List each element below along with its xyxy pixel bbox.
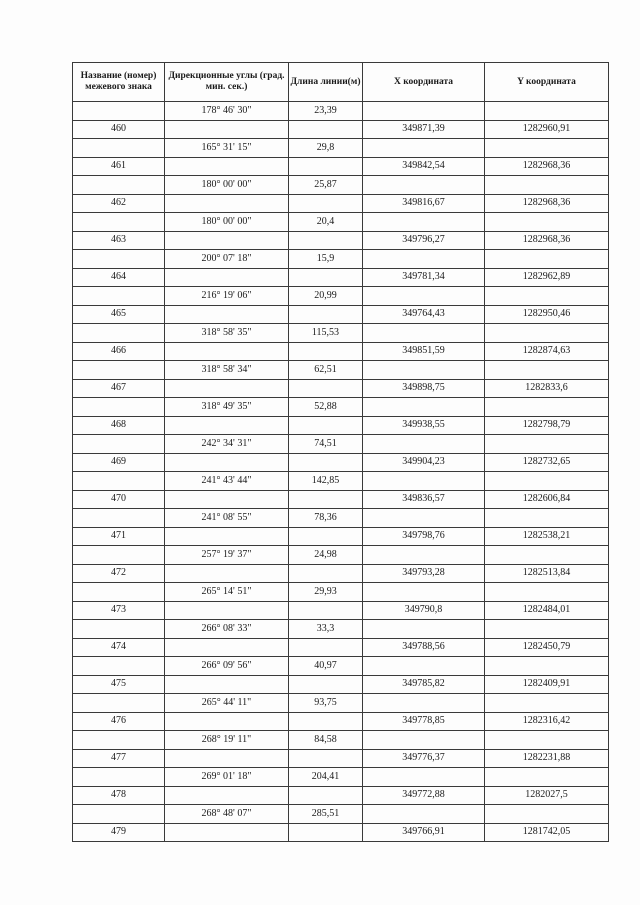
point-row: [73, 120, 609, 139]
point-row: [73, 231, 609, 250]
segment-row: [73, 472, 609, 491]
point-row: [73, 305, 609, 324]
line-length-cell: 20,99: [289, 287, 363, 306]
point-name-cell-empty: [73, 287, 165, 306]
x-coordinate-cell-empty: [363, 657, 485, 676]
x-coordinate-cell-empty: [363, 472, 485, 491]
table-header-row: [73, 63, 609, 102]
segment-row: [73, 805, 609, 824]
y-coordinate-cell-empty: [485, 287, 609, 306]
point-name-cell: 471: [73, 527, 165, 546]
line-length-cell-empty: [289, 490, 363, 509]
y-coordinate-cell-empty: [485, 139, 609, 158]
x-coordinate-cell-empty: [363, 398, 485, 417]
point-name-cell-empty: [73, 102, 165, 121]
header-direction-angle: Дирекционные углы (град. мин. сек.): [165, 63, 289, 102]
line-length-cell: 23,39: [289, 102, 363, 121]
y-coordinate-cell-empty: [485, 546, 609, 565]
line-length-cell-empty: [289, 712, 363, 731]
x-coordinate-cell: 349816,67: [363, 194, 485, 213]
segment-row: [73, 398, 609, 417]
boundary-points-table: [72, 62, 609, 842]
point-name-cell-empty: [73, 805, 165, 824]
point-row: [73, 194, 609, 213]
y-coordinate-cell-empty: [485, 509, 609, 528]
x-coordinate-cell: 349851,59: [363, 342, 485, 361]
point-name-cell: 475: [73, 675, 165, 694]
direction-angle-cell: 216° 19' 06": [165, 287, 289, 306]
point-name-cell-empty: [73, 657, 165, 676]
point-name-cell: 468: [73, 416, 165, 435]
y-coordinate-cell: 1282450,79: [485, 638, 609, 657]
y-coordinate-cell: 1282968,36: [485, 194, 609, 213]
direction-angle-cell-empty: [165, 490, 289, 509]
direction-angle-cell: 180° 00' 00": [165, 213, 289, 232]
line-length-cell: 74,51: [289, 435, 363, 454]
direction-angle-cell-empty: [165, 379, 289, 398]
y-coordinate-cell: 1282513,84: [485, 564, 609, 583]
x-coordinate-cell-empty: [363, 583, 485, 602]
line-length-cell: 115,53: [289, 324, 363, 343]
x-coordinate-cell-empty: [363, 250, 485, 269]
y-coordinate-cell-empty: [485, 435, 609, 454]
direction-angle-cell-empty: [165, 157, 289, 176]
line-length-cell-empty: [289, 416, 363, 435]
y-coordinate-cell: 1282968,36: [485, 231, 609, 250]
segment-row: [73, 546, 609, 565]
x-coordinate-cell: 349836,57: [363, 490, 485, 509]
line-length-cell-empty: [289, 749, 363, 768]
direction-angle-cell: 180° 00' 00": [165, 176, 289, 195]
y-coordinate-cell: 1281742,05: [485, 823, 609, 842]
segment-row: [73, 768, 609, 787]
y-coordinate-cell-empty: [485, 213, 609, 232]
line-length-cell: 24,98: [289, 546, 363, 565]
x-coordinate-cell: 349781,34: [363, 268, 485, 287]
y-coordinate-cell: 1282950,46: [485, 305, 609, 324]
point-name-cell-empty: [73, 583, 165, 602]
y-coordinate-cell: 1282231,88: [485, 749, 609, 768]
line-length-cell: 25,87: [289, 176, 363, 195]
line-length-cell-empty: [289, 157, 363, 176]
point-row: [73, 453, 609, 472]
point-name-cell: 464: [73, 268, 165, 287]
point-name-cell: 476: [73, 712, 165, 731]
point-name-cell-empty: [73, 250, 165, 269]
line-length-cell: 40,97: [289, 657, 363, 676]
point-row: [73, 416, 609, 435]
segment-row: [73, 694, 609, 713]
line-length-cell-empty: [289, 194, 363, 213]
x-coordinate-cell-empty: [363, 509, 485, 528]
y-coordinate-cell: 1282732,65: [485, 453, 609, 472]
x-coordinate-cell: 349871,39: [363, 120, 485, 139]
y-coordinate-cell: 1282027,5: [485, 786, 609, 805]
direction-angle-cell-empty: [165, 342, 289, 361]
direction-angle-cell-empty: [165, 268, 289, 287]
direction-angle-cell: 266° 08' 33": [165, 620, 289, 639]
direction-angle-cell: 318° 58' 34": [165, 361, 289, 380]
line-length-cell: 29,8: [289, 139, 363, 158]
point-name-cell: 466: [73, 342, 165, 361]
line-length-cell-empty: [289, 786, 363, 805]
x-coordinate-cell: 349785,82: [363, 675, 485, 694]
direction-angle-cell: 178° 46' 30": [165, 102, 289, 121]
point-row: [73, 564, 609, 583]
direction-angle-cell: 268° 48' 07": [165, 805, 289, 824]
x-coordinate-cell-empty: [363, 768, 485, 787]
point-name-cell-empty: [73, 472, 165, 491]
y-coordinate-cell-empty: [485, 620, 609, 639]
line-length-cell-empty: [289, 823, 363, 842]
segment-row: [73, 213, 609, 232]
x-coordinate-cell-empty: [363, 213, 485, 232]
x-coordinate-cell: 349772,88: [363, 786, 485, 805]
y-coordinate-cell: 1282874,63: [485, 342, 609, 361]
point-row: [73, 675, 609, 694]
point-name-cell: 460: [73, 120, 165, 139]
header-line-length: Длина линии(м): [289, 63, 363, 102]
line-length-cell: 20,4: [289, 213, 363, 232]
x-coordinate-cell: 349790,8: [363, 601, 485, 620]
line-length-cell-empty: [289, 231, 363, 250]
line-length-cell: 78,36: [289, 509, 363, 528]
x-coordinate-cell: 349776,37: [363, 749, 485, 768]
direction-angle-cell: 318° 58' 35": [165, 324, 289, 343]
y-coordinate-cell: 1282538,21: [485, 527, 609, 546]
point-name-cell: 473: [73, 601, 165, 620]
header-y-coordinate: Y координата: [485, 63, 609, 102]
direction-angle-cell: 266° 09' 56": [165, 657, 289, 676]
point-name-cell-empty: [73, 731, 165, 750]
line-length-cell: 29,93: [289, 583, 363, 602]
direction-angle-cell: 257° 19' 37": [165, 546, 289, 565]
x-coordinate-cell-empty: [363, 139, 485, 158]
point-name-cell: 469: [73, 453, 165, 472]
point-row: [73, 712, 609, 731]
line-length-cell-empty: [289, 601, 363, 620]
point-row: [73, 823, 609, 842]
segment-row: [73, 102, 609, 121]
point-name-cell: 472: [73, 564, 165, 583]
x-coordinate-cell-empty: [363, 620, 485, 639]
line-length-cell: 62,51: [289, 361, 363, 380]
y-coordinate-cell-empty: [485, 731, 609, 750]
direction-angle-cell-empty: [165, 120, 289, 139]
point-name-cell-empty: [73, 694, 165, 713]
direction-angle-cell: 265° 14' 51": [165, 583, 289, 602]
y-coordinate-cell: 1282798,79: [485, 416, 609, 435]
point-name-cell: 467: [73, 379, 165, 398]
point-name-cell-empty: [73, 176, 165, 195]
point-name-cell-empty: [73, 139, 165, 158]
table-body: [73, 102, 609, 842]
segment-row: [73, 620, 609, 639]
line-length-cell-empty: [289, 638, 363, 657]
point-row: [73, 490, 609, 509]
point-name-cell: 463: [73, 231, 165, 250]
point-row: [73, 601, 609, 620]
direction-angle-cell: 242° 34' 31": [165, 435, 289, 454]
y-coordinate-cell: 1282968,36: [485, 157, 609, 176]
direction-angle-cell-empty: [165, 823, 289, 842]
direction-angle-cell-empty: [165, 416, 289, 435]
line-length-cell-empty: [289, 305, 363, 324]
x-coordinate-cell-empty: [363, 805, 485, 824]
point-name-cell-empty: [73, 620, 165, 639]
x-coordinate-cell: 349764,43: [363, 305, 485, 324]
y-coordinate-cell-empty: [485, 250, 609, 269]
segment-row: [73, 324, 609, 343]
x-coordinate-cell: 349766,91: [363, 823, 485, 842]
line-length-cell: 84,58: [289, 731, 363, 750]
point-row: [73, 342, 609, 361]
y-coordinate-cell-empty: [485, 472, 609, 491]
segment-row: [73, 361, 609, 380]
line-length-cell-empty: [289, 268, 363, 287]
segment-row: [73, 435, 609, 454]
x-coordinate-cell: 349793,28: [363, 564, 485, 583]
line-length-cell-empty: [289, 564, 363, 583]
point-name-cell: 477: [73, 749, 165, 768]
segment-row: [73, 731, 609, 750]
point-row: [73, 749, 609, 768]
y-coordinate-cell-empty: [485, 694, 609, 713]
point-row: [73, 268, 609, 287]
y-coordinate-cell-empty: [485, 398, 609, 417]
direction-angle-cell-empty: [165, 453, 289, 472]
y-coordinate-cell-empty: [485, 657, 609, 676]
header-x-coordinate: X координата: [363, 63, 485, 102]
y-coordinate-cell: 1282606,84: [485, 490, 609, 509]
direction-angle-cell-empty: [165, 712, 289, 731]
line-length-cell-empty: [289, 453, 363, 472]
line-length-cell: 52,88: [289, 398, 363, 417]
line-length-cell: 15,9: [289, 250, 363, 269]
direction-angle-cell: 200° 07' 18": [165, 250, 289, 269]
direction-angle-cell: 268° 19' 11": [165, 731, 289, 750]
direction-angle-cell-empty: [165, 786, 289, 805]
direction-angle-cell: 241° 43' 44": [165, 472, 289, 491]
x-coordinate-cell-empty: [363, 287, 485, 306]
y-coordinate-cell-empty: [485, 768, 609, 787]
point-name-cell-empty: [73, 398, 165, 417]
direction-angle-cell-empty: [165, 194, 289, 213]
segment-row: [73, 250, 609, 269]
x-coordinate-cell-empty: [363, 694, 485, 713]
point-name-cell-empty: [73, 324, 165, 343]
direction-angle-cell-empty: [165, 601, 289, 620]
direction-angle-cell: 269° 01' 18": [165, 768, 289, 787]
x-coordinate-cell-empty: [363, 102, 485, 121]
point-name-cell-empty: [73, 435, 165, 454]
x-coordinate-cell: 349842,54: [363, 157, 485, 176]
point-name-cell-empty: [73, 509, 165, 528]
direction-angle-cell-empty: [165, 638, 289, 657]
direction-angle-cell: 165° 31' 15": [165, 139, 289, 158]
y-coordinate-cell-empty: [485, 102, 609, 121]
x-coordinate-cell-empty: [363, 176, 485, 195]
x-coordinate-cell-empty: [363, 546, 485, 565]
y-coordinate-cell: 1282833,6: [485, 379, 609, 398]
line-length-cell-empty: [289, 379, 363, 398]
x-coordinate-cell: 349796,27: [363, 231, 485, 250]
segment-row: [73, 139, 609, 158]
y-coordinate-cell: 1282409,91: [485, 675, 609, 694]
point-name-cell-empty: [73, 361, 165, 380]
point-name-cell-empty: [73, 546, 165, 565]
direction-angle-cell-empty: [165, 749, 289, 768]
y-coordinate-cell: 1282960,91: [485, 120, 609, 139]
point-name-cell: 478: [73, 786, 165, 805]
y-coordinate-cell: 1282316,42: [485, 712, 609, 731]
line-length-cell: 204,41: [289, 768, 363, 787]
direction-angle-cell-empty: [165, 305, 289, 324]
direction-angle-cell-empty: [165, 564, 289, 583]
line-length-cell-empty: [289, 120, 363, 139]
point-name-cell: 470: [73, 490, 165, 509]
line-length-cell-empty: [289, 675, 363, 694]
line-length-cell: 285,51: [289, 805, 363, 824]
point-row: [73, 157, 609, 176]
point-name-cell-empty: [73, 768, 165, 787]
x-coordinate-cell-empty: [363, 324, 485, 343]
x-coordinate-cell-empty: [363, 361, 485, 380]
y-coordinate-cell-empty: [485, 361, 609, 380]
x-coordinate-cell-empty: [363, 731, 485, 750]
point-row: [73, 786, 609, 805]
direction-angle-cell-empty: [165, 527, 289, 546]
direction-angle-cell: 241° 08' 55": [165, 509, 289, 528]
x-coordinate-cell: 349778,85: [363, 712, 485, 731]
line-length-cell-empty: [289, 342, 363, 361]
x-coordinate-cell: 349938,55: [363, 416, 485, 435]
point-name-cell: 479: [73, 823, 165, 842]
line-length-cell: 142,85: [289, 472, 363, 491]
header-point-name: Название (номер) межевого знака: [73, 63, 165, 102]
x-coordinate-cell: 349904,23: [363, 453, 485, 472]
x-coordinate-cell: 349788,56: [363, 638, 485, 657]
y-coordinate-cell: 1282484,01: [485, 601, 609, 620]
y-coordinate-cell: 1282962,89: [485, 268, 609, 287]
segment-row: [73, 583, 609, 602]
direction-angle-cell-empty: [165, 231, 289, 250]
direction-angle-cell: 318° 49' 35": [165, 398, 289, 417]
direction-angle-cell-empty: [165, 675, 289, 694]
point-row: [73, 527, 609, 546]
point-row: [73, 638, 609, 657]
x-coordinate-cell: 349798,76: [363, 527, 485, 546]
segment-row: [73, 657, 609, 676]
x-coordinate-cell-empty: [363, 435, 485, 454]
point-name-cell-empty: [73, 213, 165, 232]
point-row: [73, 379, 609, 398]
segment-row: [73, 287, 609, 306]
line-length-cell: 33,3: [289, 620, 363, 639]
line-length-cell-empty: [289, 527, 363, 546]
point-name-cell: 465: [73, 305, 165, 324]
y-coordinate-cell-empty: [485, 176, 609, 195]
y-coordinate-cell-empty: [485, 583, 609, 602]
segment-row: [73, 509, 609, 528]
point-name-cell: 474: [73, 638, 165, 657]
y-coordinate-cell-empty: [485, 324, 609, 343]
x-coordinate-cell: 349898,75: [363, 379, 485, 398]
point-name-cell: 462: [73, 194, 165, 213]
segment-row: [73, 176, 609, 195]
direction-angle-cell: 265° 44' 11": [165, 694, 289, 713]
line-length-cell: 93,75: [289, 694, 363, 713]
point-name-cell: 461: [73, 157, 165, 176]
y-coordinate-cell-empty: [485, 805, 609, 824]
